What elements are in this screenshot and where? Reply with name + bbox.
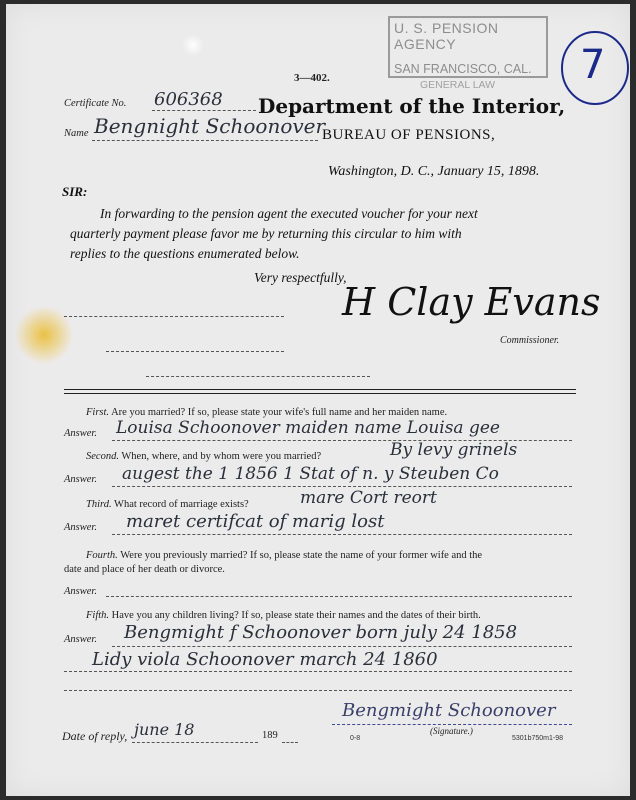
- pension-agency-stamp: [388, 16, 548, 91]
- fifth-answer-label: Answer.: [64, 634, 97, 645]
- first-answer: Louisa Schoonover maiden name Louisa gee: [116, 418, 500, 438]
- department-heading: Department of the Interior,: [258, 94, 566, 118]
- third-text: What record of marriage exists?: [114, 499, 249, 510]
- blank-line-2: [106, 351, 284, 352]
- third-answer: maret certifcat of marig lost: [126, 511, 385, 532]
- date-of-reply-label: Date of reply,: [62, 729, 128, 743]
- year-line: [282, 742, 298, 743]
- fifth-answer-line-2: [64, 671, 572, 672]
- paper-stain: [16, 304, 72, 366]
- stamp-line-1: U. S. PENSION AGENCY: [394, 20, 499, 52]
- section-divider: [64, 389, 576, 390]
- third-answer-inline: mare Cort reort: [300, 488, 437, 508]
- body-line-2: quarterly payment please favor me by returning this circular to him with: [70, 226, 462, 241]
- fourth-answer-line: [106, 596, 572, 597]
- second-answer: augest the 1 1856 1 Stat of n. y Steuben Co: [122, 464, 499, 484]
- stamp-line-3: GENERAL LAW: [420, 79, 496, 91]
- fourth-text: Were you previously married? If so, please state the name of your former wife and the: [120, 550, 483, 561]
- certificate-number: 606368: [154, 89, 223, 110]
- certificate-line: [152, 110, 256, 111]
- first-answer-label: Answer.: [64, 428, 97, 439]
- fifth-answer-1: Bengmight f Schoonover born july 24 1858: [124, 622, 518, 643]
- first-text: Are you married? If so, please state your wife's full name and her maiden name.: [111, 407, 448, 418]
- commissioner-title: Commissioner.: [500, 335, 560, 346]
- footer-code-right: 5301b750m1-98: [512, 735, 563, 742]
- fourth-text-2: date and place of her death or divorce.: [64, 564, 225, 575]
- reply-signature: Bengmight Schoonover: [342, 700, 556, 721]
- first-label: First.: [86, 407, 110, 418]
- fifth-answer-line-3: [64, 690, 572, 691]
- paper-tear: [182, 34, 204, 56]
- commissioner-signature: H Clay Evans: [342, 280, 601, 324]
- third-question: [86, 499, 249, 510]
- date-of-reply-value: june 18: [134, 720, 195, 739]
- second-answer-line: [112, 486, 572, 487]
- pensioner-name: Bengnight Schoonover: [94, 114, 326, 138]
- date-line: Washington, D. C., January 15, 1898.: [328, 164, 540, 179]
- circled-number: [558, 28, 632, 108]
- fourth-label: Fourth.: [86, 550, 118, 561]
- body-line-1: In forwarding to the pension agent the executed voucher for your next: [100, 206, 478, 221]
- blank-line-3: [146, 376, 370, 377]
- salutation: SIR:: [62, 184, 88, 199]
- form-number: 3—402.: [294, 72, 330, 84]
- second-text: When, where, and by whom were you married?: [121, 451, 322, 462]
- fourth-question: [86, 550, 482, 561]
- fifth-question: [86, 610, 481, 621]
- name-label: Name: [64, 128, 89, 139]
- third-answer-label: Answer.: [64, 522, 97, 533]
- fourth-answer-label: Answer.: [64, 586, 97, 597]
- name-line: [92, 140, 318, 141]
- fifth-answer-line-1: [112, 646, 572, 647]
- section-divider-2: [64, 393, 576, 394]
- second-answer-label: Answer.: [64, 474, 97, 485]
- bureau-heading: BUREAU OF PENSIONS,: [322, 127, 496, 143]
- third-answer-line: [112, 534, 572, 535]
- circled-number-text: 7: [580, 42, 606, 88]
- third-label: Third.: [86, 499, 112, 510]
- fifth-answer-2: Lidy viola Schoonover march 24 1860: [92, 649, 438, 670]
- signature-label: (Signature.): [430, 726, 473, 736]
- signature-line: [332, 724, 572, 725]
- second-question: [86, 451, 321, 462]
- body-line-3: replies to the questions enumerated below.: [70, 246, 300, 261]
- date-of-reply-line: [132, 742, 258, 743]
- second-label: Second.: [86, 451, 119, 462]
- stamp-line-2: SAN FRANCISCO, CAL.: [394, 62, 532, 76]
- footer-code-left: 0-8: [350, 735, 361, 742]
- certificate-label: Certificate No.: [64, 98, 127, 109]
- second-answer-inline: By levy grinels: [390, 440, 518, 460]
- date-year-prefix: 189: [262, 730, 278, 741]
- fifth-label: Fifth.: [86, 610, 110, 621]
- first-question: [86, 407, 447, 418]
- fifth-text: Have you any children living? If so, please state their names and the dates of their birth.: [111, 610, 481, 621]
- pension-circular-page: [6, 4, 630, 796]
- closing: Very respectfully,: [254, 270, 347, 285]
- blank-line-1: [64, 316, 284, 317]
